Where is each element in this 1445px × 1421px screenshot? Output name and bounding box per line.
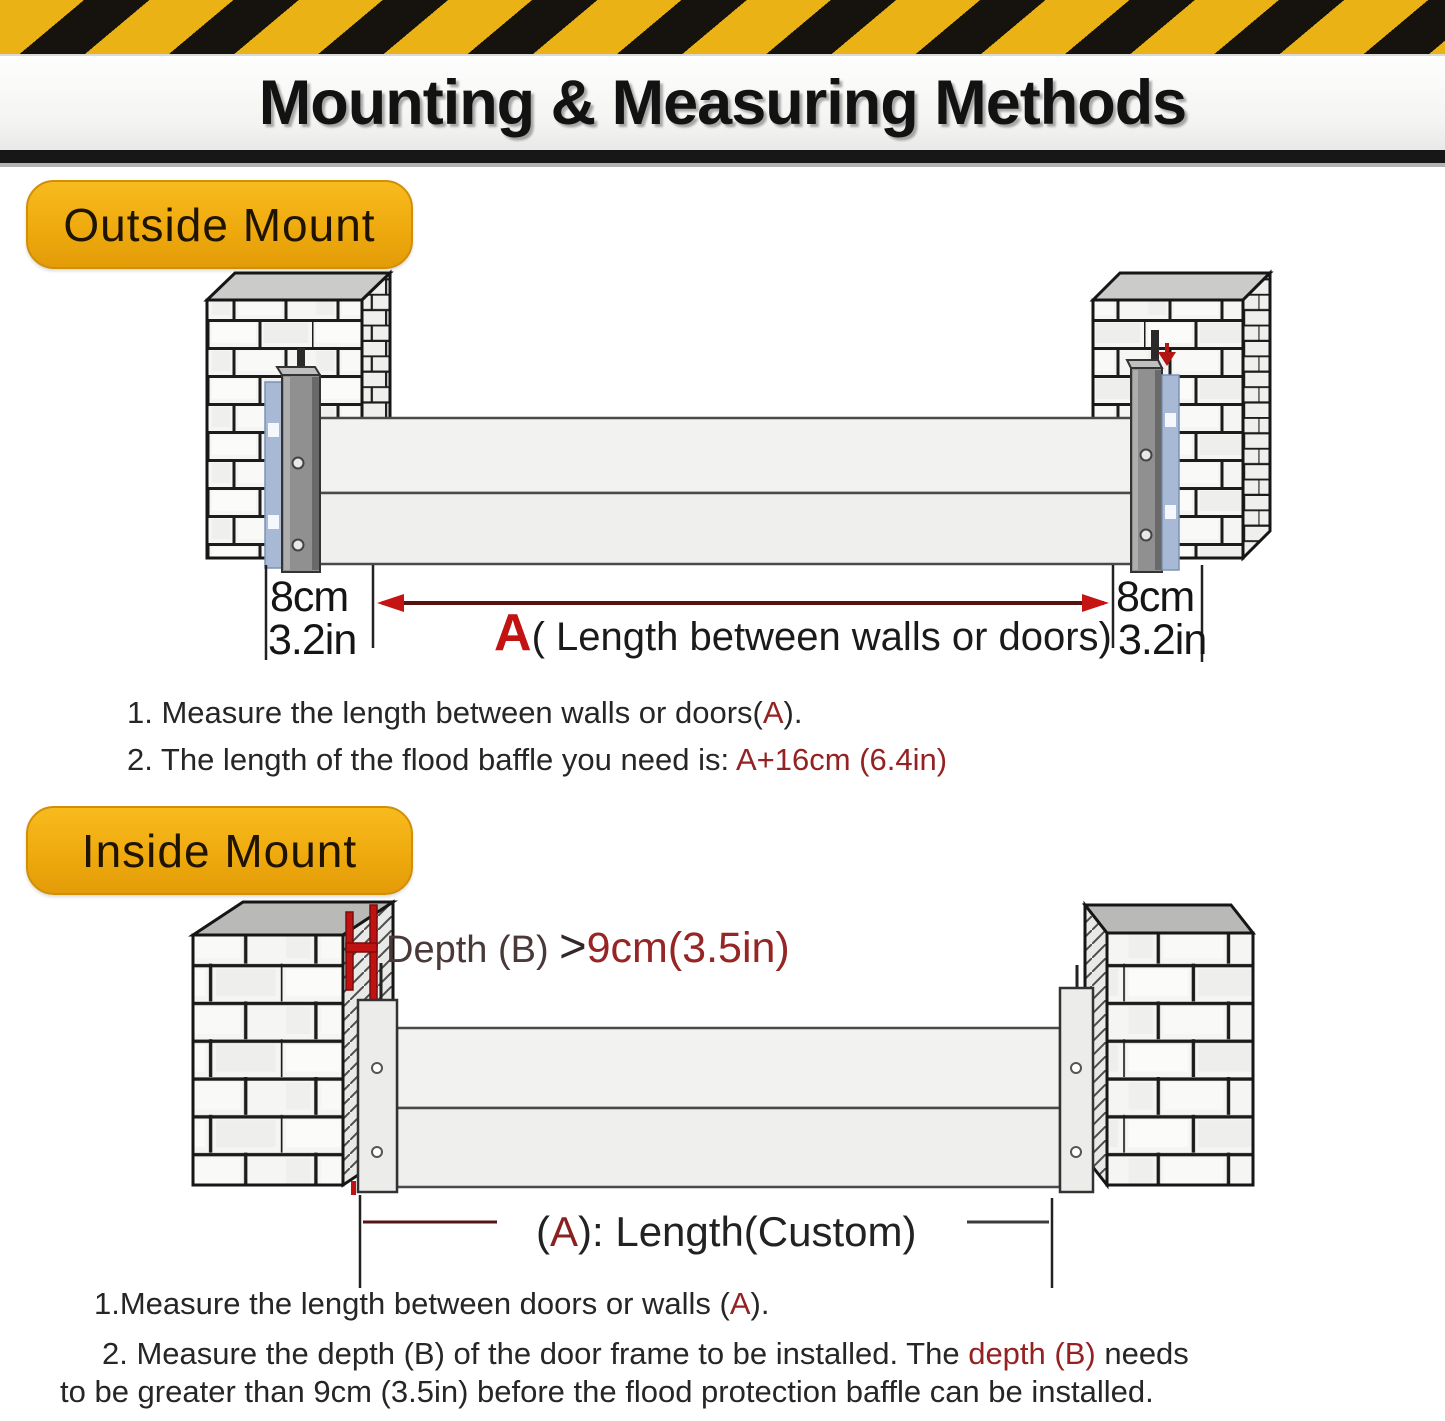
outside-right-mounting-channel [1127, 330, 1162, 572]
length-custom-rest: ): Length(Custom) [578, 1208, 917, 1255]
title-divider-shadow [0, 163, 1445, 167]
length-custom-letter: A [550, 1208, 579, 1255]
outside-mount-label-text: Outside Mount [63, 198, 376, 251]
length-custom-open: ( [536, 1208, 550, 1255]
inside-step-1 [94, 1286, 769, 1322]
inside-mount-label-text: Inside Mount [81, 824, 358, 877]
inside-step-2-pre: 2. Measure the depth (B) of the door frame to be installed. The [102, 1336, 969, 1371]
outside-right-dim-in: 3.2in [1118, 616, 1207, 664]
outside-step-1 [127, 695, 802, 731]
outside-step-2-pre: 2. The length of the flood baffle you need is: [127, 742, 736, 777]
hazard-tape-banner [0, 0, 1445, 56]
outside-left-dim-cm: 8cm [270, 573, 349, 621]
outside-step-1-post: ). [783, 695, 803, 730]
outside-step-1-pre: 1. Measure the length between walls or doors( [127, 695, 763, 730]
depth-b-label [386, 918, 790, 973]
length-custom-label [536, 1208, 916, 1256]
outside-left-seal-strip [265, 382, 282, 568]
outside-step-2 [127, 742, 947, 778]
inside-step-1-pre: 1.Measure the length between doors or walls ( [94, 1286, 730, 1321]
inside-step-2-post: needs [1095, 1336, 1189, 1371]
inside-step-1-post: ). [750, 1286, 770, 1321]
inside-right-pillar [1085, 905, 1253, 1185]
outside-right-dim-cm: 8cm [1116, 573, 1195, 621]
flood-barrier-panel-inside [397, 1028, 1060, 1187]
length-a-text: ( Length between walls or doors) [531, 615, 1112, 659]
inside-mount-label [26, 806, 413, 895]
inside-step-2-line-1 [102, 1336, 1189, 1372]
inside-step-1-em: A [729, 1286, 751, 1321]
outside-left-dim-in: 3.2in [268, 616, 357, 664]
flood-barrier-panel [316, 418, 1136, 564]
depth-b-value: 9cm(3.5in) [586, 924, 790, 972]
inside-step-2-em: depth (B) [968, 1336, 1096, 1371]
title-banner [0, 56, 1445, 150]
inside-step-2-line-2: to be greater than 9cm (3.5in) before the flood protection baffle can be installed. [60, 1374, 1154, 1409]
outside-step-2-em: A+16cm (6.4in) [735, 742, 948, 777]
depth-b-text: Depth (B) [386, 929, 560, 971]
outside-step-1-em: A [762, 695, 784, 730]
title-divider-bar [0, 150, 1445, 163]
inside-right-mounting-channel [1060, 965, 1093, 1192]
outside-mount-label [26, 180, 413, 269]
outside-right-seal-strip [1162, 375, 1179, 570]
page-title: Mounting & Measuring Methods [258, 68, 1187, 138]
length-a-letter: A [494, 604, 532, 662]
length-a-label [494, 603, 1112, 663]
outside-left-mounting-channel [277, 348, 320, 572]
greater-than-sign: > [559, 919, 587, 972]
